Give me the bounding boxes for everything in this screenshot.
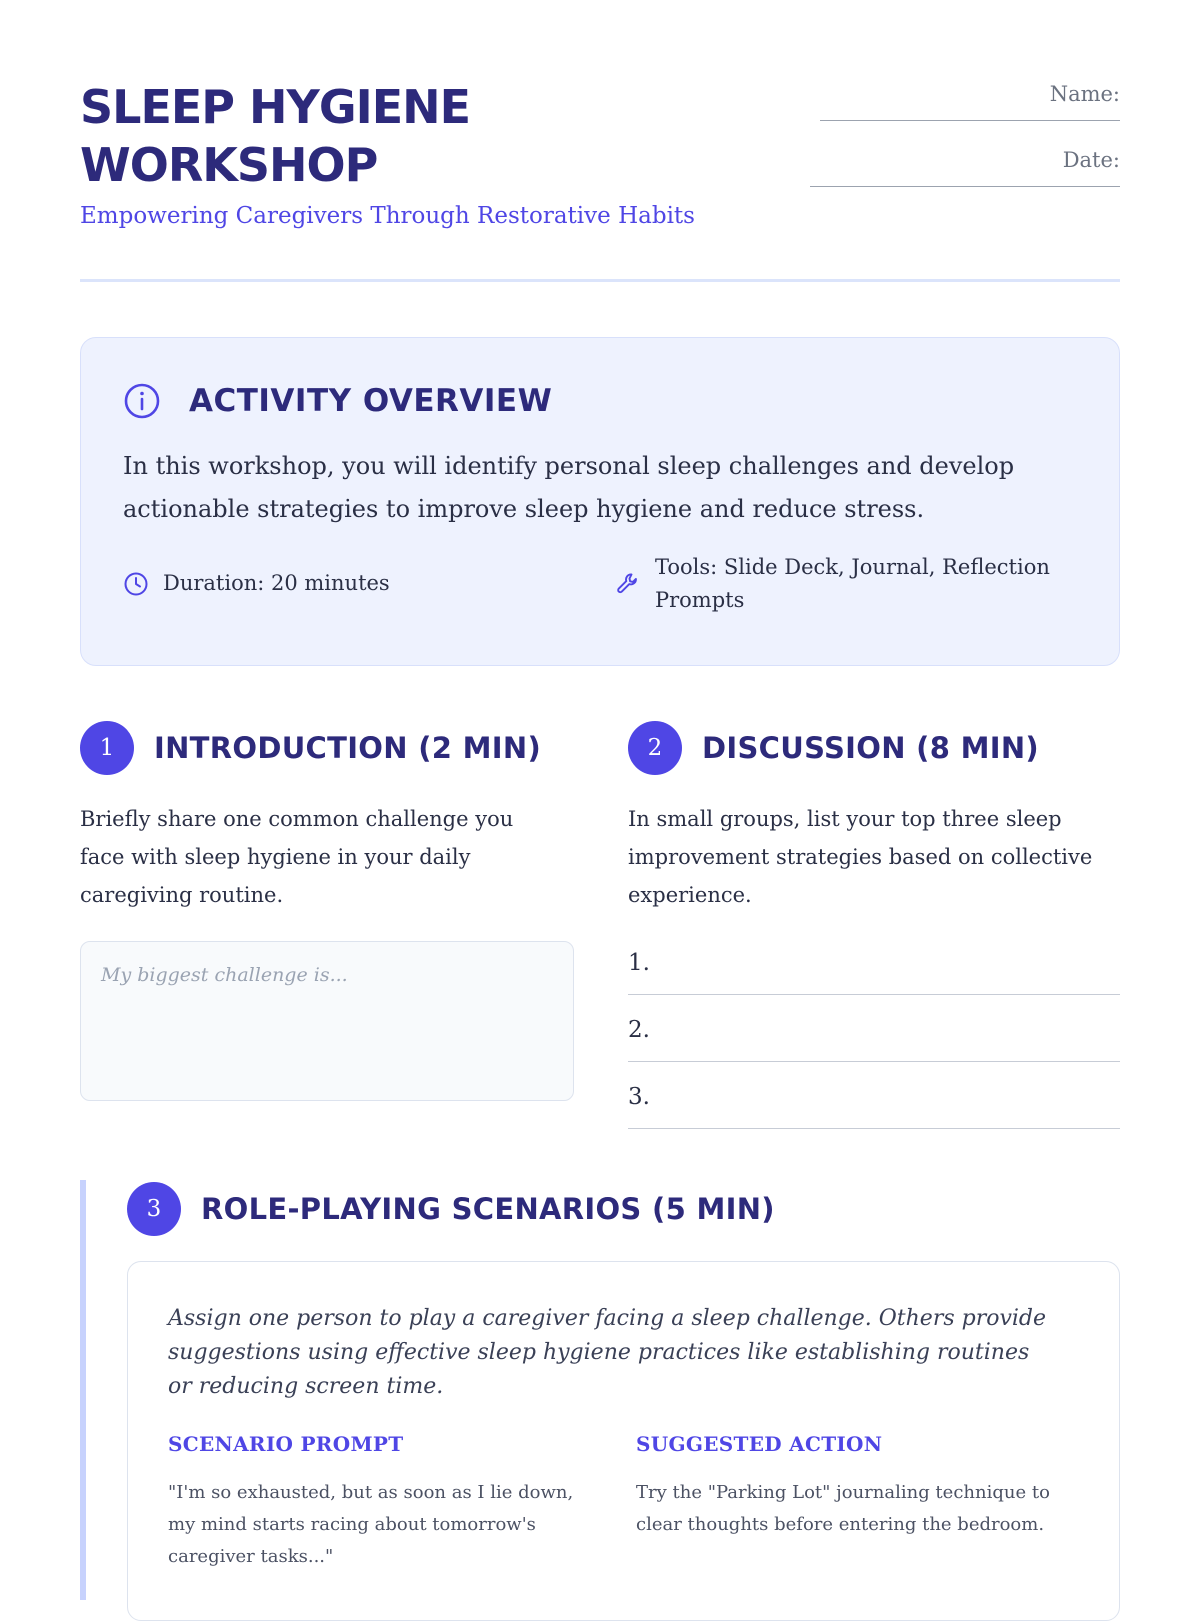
introduction-text: Briefly share one common challenge you face with sleep hygiene in your daily caregiving routine. <box>80 807 514 907</box>
scenario-prompt-text: "I'm so exhausted, but as soon as I lie down, my mind starts racing about tomorrow's caregiver tasks..." <box>168 1482 574 1567</box>
roleplay-heading <box>127 1182 775 1236</box>
challenge-answer-input[interactable] <box>80 941 574 1101</box>
roleplay-accent-bar <box>80 1180 86 1600</box>
info-circle-icon <box>123 382 161 420</box>
date-label: Date: <box>1062 148 1120 172</box>
name-field[interactable] <box>820 82 1120 121</box>
introduction-title: INTRODUCTION (2 MIN) <box>154 731 542 765</box>
header-divider <box>80 279 1120 282</box>
discussion-text: In small groups, list your top three sleep improvement strategies based on collective experience. <box>628 807 1093 907</box>
strategy-line-2[interactable] <box>628 1017 1120 1062</box>
title-line-1: SLEEP HYGIENE <box>80 80 471 134</box>
overview-heading <box>123 382 552 420</box>
introduction-heading <box>80 721 541 775</box>
strategy-number: 2. <box>628 1017 650 1043</box>
strategy-number: 1. <box>628 950 650 976</box>
step-number-badge: 3 <box>127 1182 181 1236</box>
duration-text: Duration: 20 minutes <box>163 571 390 595</box>
strategy-line-3[interactable] <box>628 1084 1120 1129</box>
page-subtitle: Empowering Caregivers Through Restorative Habits <box>80 203 695 229</box>
roleplay-title: ROLE-PLAYING SCENARIOS (5 MIN) <box>201 1192 775 1226</box>
duration-info <box>123 567 543 600</box>
roleplay-card <box>127 1261 1120 1621</box>
date-field[interactable] <box>810 148 1120 187</box>
discussion-title: DISCUSSION (8 MIN) <box>702 731 1039 765</box>
activity-overview-card <box>80 337 1120 666</box>
strategy-number: 3. <box>628 1084 650 1110</box>
date-underline <box>810 186 1120 187</box>
tools-info <box>615 551 1055 617</box>
roleplay-description: Assign one person to play a caregiver facing a sleep challenge. Others provide suggestions using effective sleep hygiene practices like establishing routines or reducing screen time. <box>168 1306 1047 1399</box>
suggested-action-text: Try the "Parking Lot" journaling technique to clear thoughts before entering the bedroom. <box>636 1482 1050 1535</box>
clock-icon <box>123 571 149 597</box>
title-line-2: WORKSHOP <box>80 138 378 192</box>
wrench-icon <box>615 571 641 597</box>
discussion-heading <box>628 721 1039 775</box>
tools-text: Tools: Slide Deck, Journal, Reflection Prompts <box>655 555 1050 612</box>
suggested-action-heading: SUGGESTED ACTION <box>636 1432 883 1456</box>
step-number-badge: 1 <box>80 721 134 775</box>
page-title <box>80 78 470 194</box>
worksheet-page <box>80 0 1120 1600</box>
strategy-line-1[interactable] <box>628 950 1120 995</box>
overview-title: ACTIVITY OVERVIEW <box>189 383 553 419</box>
step-number-badge: 2 <box>628 721 682 775</box>
name-label: Name: <box>1049 82 1120 106</box>
scenario-prompt-heading: SCENARIO PROMPT <box>168 1432 404 1456</box>
overview-body: In this workshop, you will identify personal sleep challenges and develop actionable strategies to improve sleep hygiene and reduce stress. <box>123 452 1015 523</box>
name-underline <box>820 120 1120 121</box>
